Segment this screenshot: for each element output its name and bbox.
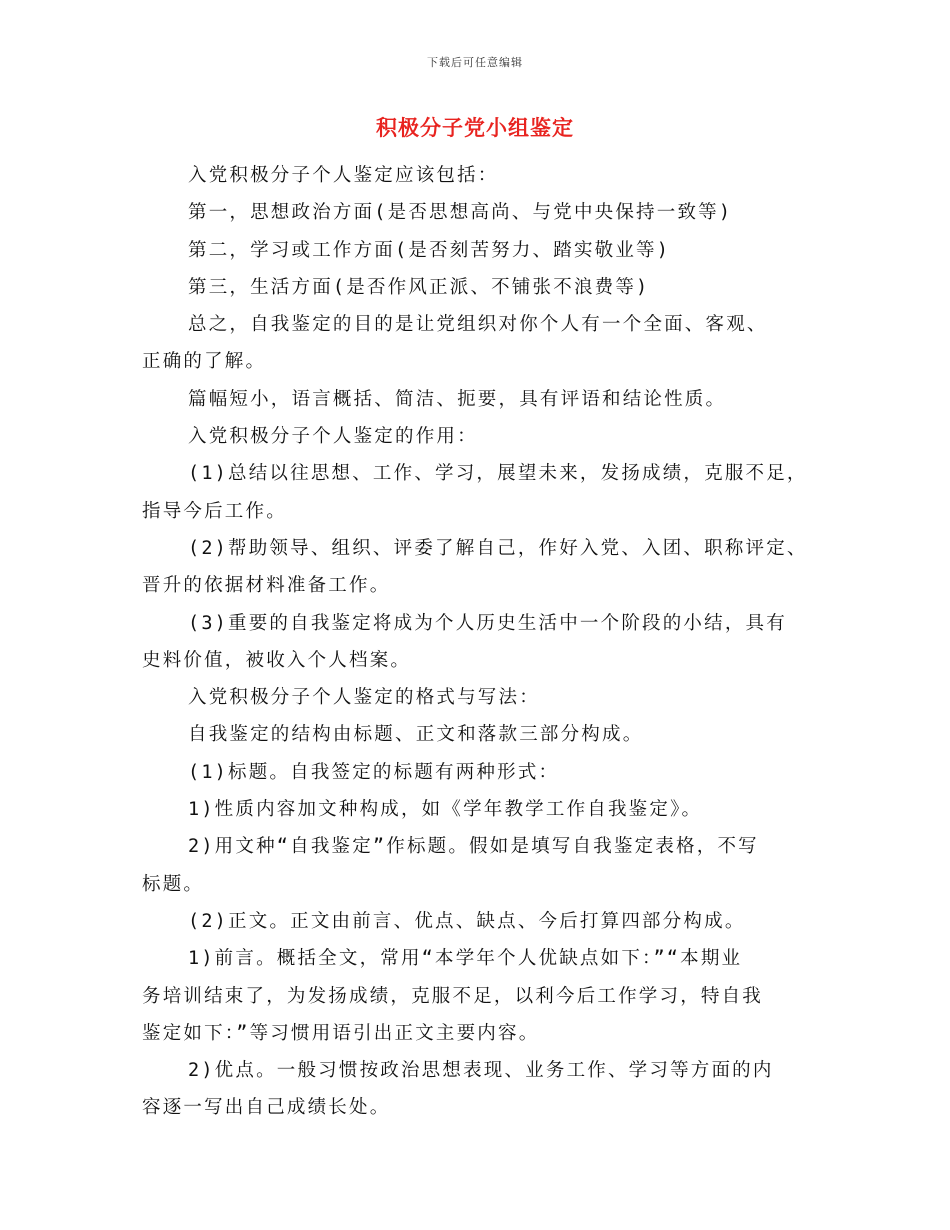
paragraph: 第三，生活方面(是否作风正派、不铺张不浪费等) bbox=[188, 276, 650, 298]
paragraph: 1)前言。概括全文，常用“本学年个人优缺点如下：”“本期业 务培训结束了，为发扬成绩，克服不足，以利今后工作学习，特自我 鉴定如下：”等习惯用语引出正文主要内容。 bbox=[142, 948, 764, 1044]
paragraph: 自我鉴定的结构由标题、正文和落款三部分构成。 bbox=[188, 724, 644, 746]
paragraph: 入党积极分子个人鉴定的格式与写法： bbox=[188, 687, 540, 709]
paragraph: (1)标题。自我签定的标题有两种形式： bbox=[188, 761, 560, 783]
paragraph: (2)帮助领导、组织、评委了解自己，作好入党、入团、职称评定、 晋升的依据材料准备工作。 bbox=[142, 537, 808, 597]
paragraph: 总之，自我鉴定的目的是让党组织对你个人有一个全面、客观、 正确的了解。 bbox=[142, 314, 768, 373]
document-title: 积极分子党小组鉴定 bbox=[376, 115, 574, 140]
paragraph: 2)用文种“自我鉴定”作标题。假如是填写自我鉴定表格，不写 标题。 bbox=[142, 836, 759, 895]
header-note: 下载后可任意编辑 bbox=[427, 56, 523, 69]
paragraph: 入党积极分子个人鉴定应该包括： bbox=[188, 165, 499, 186]
paragraph: 第一，思想政治方面(是否思想高尚、与党中央保持一致等) bbox=[188, 202, 733, 224]
document-body bbox=[142, 157, 812, 1127]
paragraph: (2)正文。正文由前言、优点、缺点、今后打算四部分构成。 bbox=[188, 910, 746, 932]
paragraph: 入党积极分子个人鉴定的作用： bbox=[188, 426, 478, 448]
paragraph: 第二，学习或工作方面(是否刻苦努力、踏实敬业等) bbox=[188, 239, 671, 261]
paragraph: (1)总结以往思想、工作、学习，展望未来，发扬成绩，克服不足， 指导今后工作。 bbox=[142, 463, 808, 522]
paragraph: 1)性质内容加文种构成，如《学年教学工作自我鉴定》。 bbox=[188, 799, 703, 821]
paragraph: (3)重要的自我鉴定将成为个人历史生活中一个阶段的小结，具有 史料价值，被收入个人档案。 bbox=[142, 612, 787, 671]
paragraph: 2)优点。一般习惯按政治思想表现、业务工作、学习等方面的内 容逐一写出自己成绩长处。 bbox=[142, 1060, 774, 1119]
paragraph: 篇幅短小，语言概括、简洁、扼要，具有评语和结论性质。 bbox=[188, 388, 727, 410]
